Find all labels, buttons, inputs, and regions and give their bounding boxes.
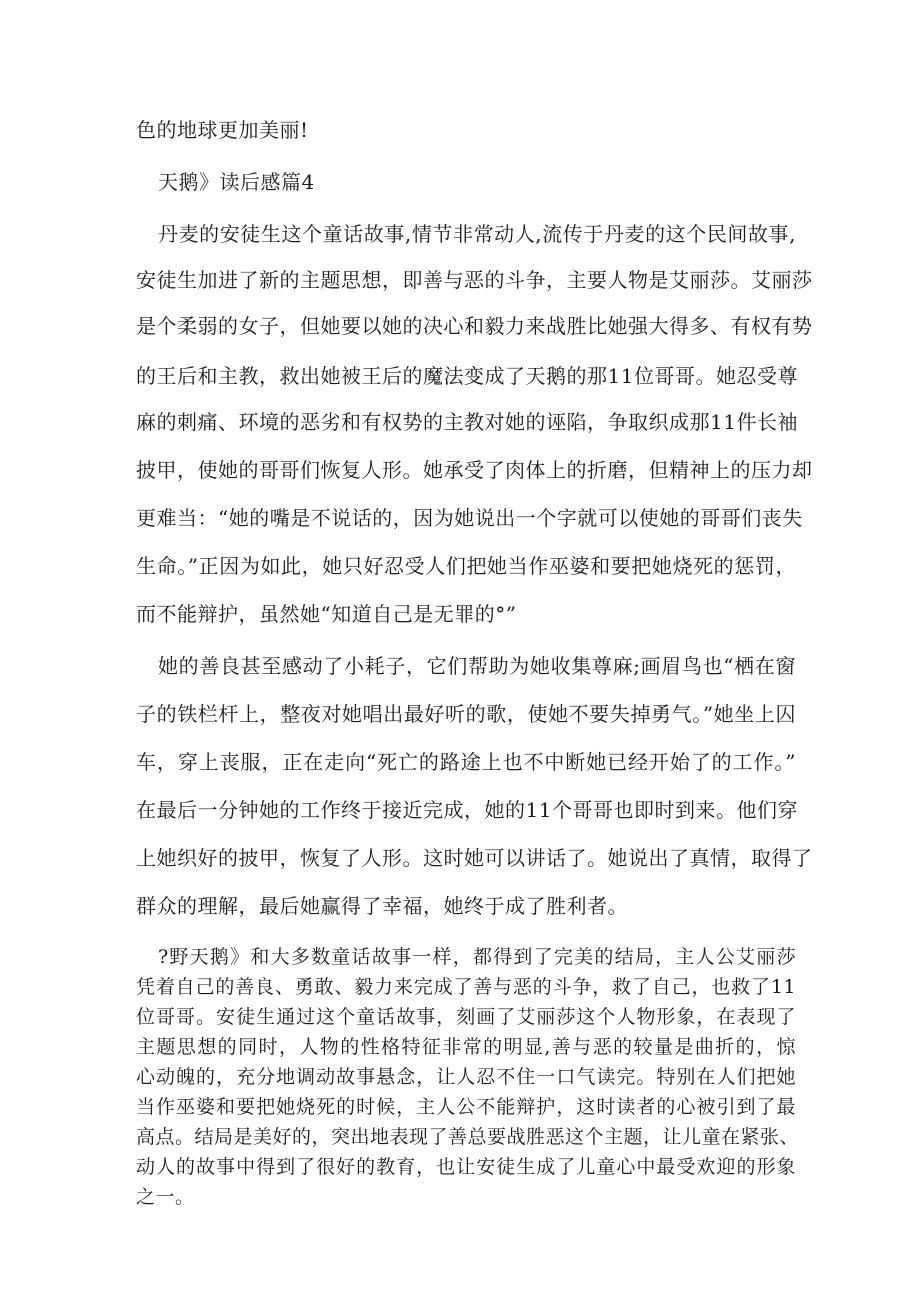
paragraph-line: ?野天鹅》和大多数童话故事一样，都得到了完美的结局，主人公艾丽莎 <box>158 946 796 968</box>
paragraph-line: 凭着自己的善良、勇敢、毅力来完成了善与恶的斗争，救了自己，也救了11 <box>136 976 796 998</box>
paragraph-line: 主题思想的同时，人物的性格特征非常的明显,善与恶的较量是曲折的，惊 <box>136 1036 796 1058</box>
paragraph-line: 更难当：“她的嘴是不说话的，因为她说出一个字就可以使她的哥哥们丧失 <box>136 506 803 530</box>
paragraph-line: 之一。 <box>136 1186 195 1208</box>
paragraph-line: 子的铁栏杆上，整夜对她唱出最好听的歌，使她不要失掉勇气。”她坐上囚 <box>136 702 796 726</box>
paragraph-line: 是个柔弱的女子，但她要以她的决心和毅力来战胜比她强大得多、有权有势 <box>136 314 813 338</box>
paragraph-line: 高点。结局是美好的，突出地表现了善总要战胜恶这个主题，让儿童在紧张、 <box>136 1126 800 1148</box>
paragraph-line: 披甲，使她的哥哥们恢复人形。她承受了肉体上的折磨，但精神上的压力却 <box>136 458 813 482</box>
paragraph-line: 生命。”正因为如此，她只好忍受人们把她当作巫婆和要把她烧死的惩罚， <box>136 554 796 578</box>
paragraph-line: 上她织好的披甲，恢复了人形。这时她可以讲话了。她说出了真情，取得了 <box>136 846 813 870</box>
paragraph-line: 位哥哥。安徒生通过这个童话故事，刻画了艾丽莎这个人物形象，在表现了 <box>136 1006 796 1028</box>
paragraph-line: 在最后一分钟她的工作终于接近完成，她的11个哥哥也即时到来。他们穿 <box>136 798 798 822</box>
paragraph-line: 麻的刺痛、环境的恶劣和有权势的主教对她的诬陷，争取织成那11件长袖 <box>136 410 798 434</box>
paragraph-line: 而不能辩护，虽然她“知道自己是无罪的°” <box>136 602 517 626</box>
paragraph-line: 她的善良甚至感动了小耗子，它们帮助为她收集尊麻;画眉鸟也“栖在窗 <box>158 654 796 678</box>
paragraph-line: 安徒生加进了新的主题思想，即善与恶的斗争，主要人物是艾丽莎。艾丽莎 <box>136 268 813 292</box>
paragraph-line: 车，穿上丧服，正在走向“死亡的路途上也不中断她已经开始了的工作。” <box>136 750 796 774</box>
section-heading: 天鹅》读后感篇4 <box>158 170 315 194</box>
paragraph-line: 色的地球更加美丽! <box>136 118 309 142</box>
paragraph-line: 丹麦的安徒生这个童话故事,情节非常动人,流传于丹麦的这个民间故事, <box>158 222 796 246</box>
paragraph-line: 的王后和主教，救出她被王后的魔法变成了天鹅的那11位哥哥。她忍受尊 <box>136 364 798 388</box>
paragraph-line: 动人的故事中得到了很好的教育，也让安徒生成了儿童心中最受欢迎的形象 <box>136 1156 796 1178</box>
paragraph-line: 心动魄的，充分地调动故事悬念，让人忍不住一口气读完。特别在人们把她 <box>136 1066 796 1088</box>
paragraph-line: 当作巫婆和要把她烧死的时候，主人公不能辩护，这时读者的心被引到了最 <box>136 1096 796 1118</box>
paragraph-line: 群众的理解，最后她赢得了幸福，她终于成了胜利者。 <box>136 894 628 918</box>
